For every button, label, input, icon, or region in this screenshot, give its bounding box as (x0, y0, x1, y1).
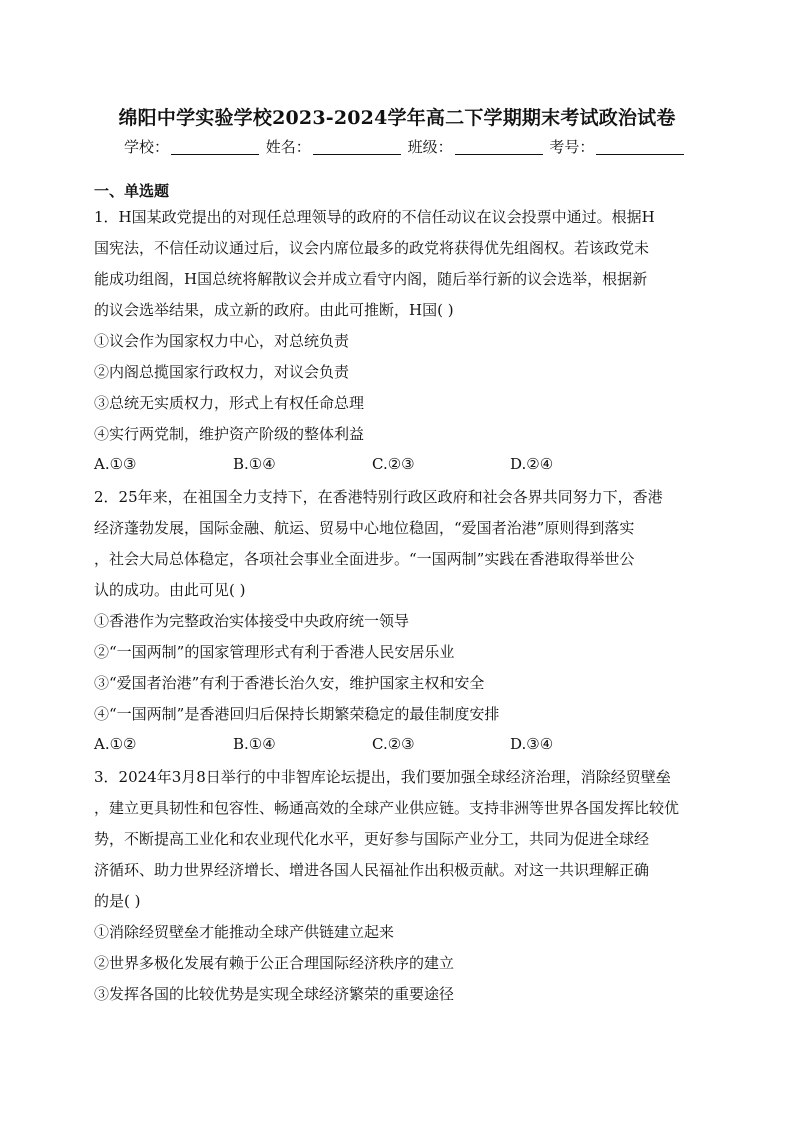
q2-stem-line: 认的成功。由此可见( ) (94, 581, 246, 599)
q2-choice-c[interactable]: C.②③ (372, 735, 415, 753)
name-label: 姓名： (265, 138, 311, 156)
q1-statement: ④实行两党制，维护资产阶级的整体利益 (94, 425, 365, 443)
q2-statement: ④“一国两制”是香港回归后保持长期繁荣稳定的最佳制度安排 (94, 705, 500, 723)
q1-stem-line: 1．H国某政党提出的对现任总理领导的政府的不信任动议在议会投票中通过。根据H (94, 208, 655, 226)
q2-choice-b[interactable]: B.①④ (233, 735, 276, 753)
q1-choice-a[interactable]: A.①③ (94, 455, 137, 473)
q1-stem-line: 国宪法，不信任动议通过后，议会内席位最多的政党将获得优先组阁权。若该政党未 (94, 239, 650, 257)
q2-choice-d[interactable]: D.③④ (510, 735, 554, 753)
q1-stem-line: 能成功组阁，H国总统将解散议会并成立看守内阁，随后举行新的议会选举，根据新 (94, 270, 648, 288)
school-blank (171, 140, 259, 155)
q2-statement: ③“爱国者治港”有利于香港长治久安，维护国家主权和安全 (94, 674, 485, 692)
q2-statement: ②“一国两制”的国家管理形式有利于香港人民安居乐业 (94, 643, 455, 661)
q1-statement: ②内阁总揽国家行政权力，对议会负责 (94, 363, 350, 381)
q3-stem-line: 济循环、助力世界经济增长、增进各国人民福祉作出积极贡献。对这一共识理解正确 (94, 861, 650, 879)
q2-stem-line: 经济蓬勃发展，国际金融、航运、贸易中心地位稳固，“爱国者治港”原则得到落实 (94, 519, 635, 537)
q2-stem-line: ，社会大局总体稳定，各项社会事业全面进步。“一国两制”实践在香港取得举世公 (94, 550, 635, 568)
q3-stem-line: 的是( ) (94, 892, 141, 910)
q3-stem-line: 势，不断提高工业化和农业现代化水平，更好参与国际产业分工，共同为促进全球经 (94, 830, 650, 848)
q1-statement: ①议会作为国家权力中心，对总统负责 (94, 332, 350, 350)
q1-choice-c[interactable]: C.②③ (372, 455, 415, 473)
class-label: 班级： (407, 138, 453, 156)
student-info-row (124, 136, 686, 157)
section-heading: 一、单选题 (94, 182, 170, 200)
q2-choice-a[interactable]: A.①② (94, 735, 137, 753)
q1-stem-line: 的议会选举结果，成立新的政府。由此可推断，H国( ) (94, 301, 454, 319)
class-blank (455, 140, 543, 155)
q3-statement: ①消除经贸壁垒才能推动全球产供链建立起来 (94, 923, 395, 941)
q3-stem-line: ，建立更具韧性和包容性、畅通高效的全球产业供应链。支持非洲等世界各国发挥比较优 (94, 799, 680, 817)
name-blank (313, 140, 401, 155)
q1-statement: ③总统无实质权力，形式上有权任命总理 (94, 394, 365, 412)
exam-number-label: 考号： (549, 138, 595, 156)
q2-statement: ①香港作为完整政治实体接受中央政府统一领导 (94, 612, 410, 630)
q3-statement: ③发挥各国的比较优势是实现全球经济繁荣的重要途径 (94, 985, 455, 1003)
q2-stem-line: 2．25年来，在祖国全力支持下，在香港特别行政区政府和社会各界共同努力下，香港 (94, 488, 663, 506)
exam-number-blank (596, 140, 684, 155)
q3-stem-line: 3．2024年3月8日举行的中非智库论坛提出，我们要加强全球经济治理，消除经贸壁垒 (94, 768, 671, 786)
q1-choice-b[interactable]: B.①④ (233, 455, 276, 473)
q3-statement: ②世界多极化发展有赖于公正合理国际经济秩序的建立 (94, 954, 455, 972)
page-title: 绵阳中学实验学校2023-2024学年高二下学期期末考试政治试卷 (118, 107, 676, 129)
q1-choice-d[interactable]: D.②④ (510, 455, 554, 473)
school-label: 学校： (124, 138, 170, 156)
